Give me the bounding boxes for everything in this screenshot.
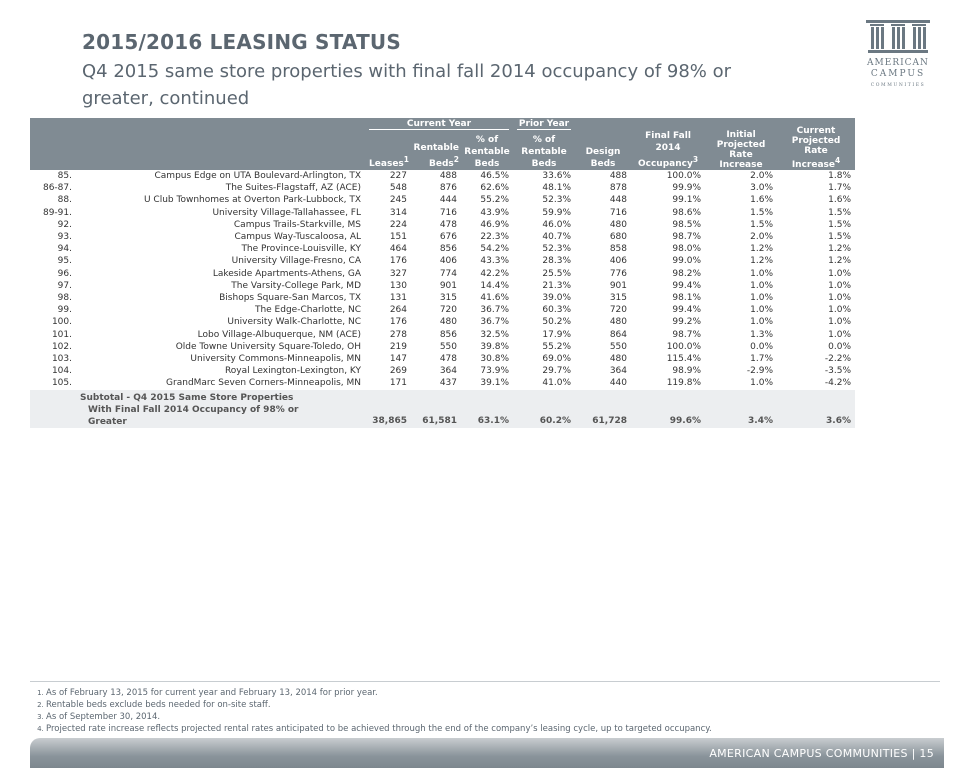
cell-leases: 464 xyxy=(389,244,407,255)
cell-init: 1.0% xyxy=(750,305,774,316)
row-number: 98. xyxy=(57,293,72,304)
subtotal-leases: 38,865 xyxy=(365,390,411,428)
row-number: 92. xyxy=(57,219,72,230)
row-number: 95. xyxy=(57,256,72,267)
cell-curr: 1.0% xyxy=(828,305,852,316)
col-final-fall-occupancy: Final Fall 2014 Occupancy$^3$ xyxy=(631,130,705,170)
cell-init: 1.0% xyxy=(750,293,774,304)
cell-curr: 1.2% xyxy=(828,256,852,267)
cell-design: 448 xyxy=(609,195,628,206)
cell-leases: 176 xyxy=(389,256,407,267)
cell-pct-cy: 62.6% xyxy=(480,183,510,194)
cell-occ: 98.0% xyxy=(672,244,702,255)
cell-curr: 1.0% xyxy=(828,280,852,291)
cell-init: 1.0% xyxy=(750,280,774,291)
cell-pct-cy: 46.5% xyxy=(480,171,510,181)
table-row xyxy=(30,292,855,304)
cell-pct-cy: 43.9% xyxy=(480,207,510,218)
table-row xyxy=(30,255,855,267)
table-row xyxy=(30,194,855,206)
logo-line-3: COMMUNITIES xyxy=(870,83,926,88)
cell-leases: 278 xyxy=(389,329,407,340)
footnote-4: 4. Projected rate increase reflects projected rental rates anticipated to be achieved through the end of the company’s leasing cycle, up to targeted occupancy. xyxy=(46,723,940,735)
col-rentable-beds: Rentable Beds$^2$ xyxy=(411,130,461,170)
property-name: Lobo Village-Albuquerque, NM (ACE) xyxy=(197,329,361,340)
cell-curr: 1.5% xyxy=(828,207,852,218)
subtotal-init: 3.4% xyxy=(705,390,777,428)
cell-leases: 548 xyxy=(389,183,407,194)
subtotal-label-line: With Final Fall 2014 Occupancy of 98% or xyxy=(88,404,299,415)
property-name: University Village-Fresno, CA xyxy=(231,256,361,267)
cell-pct-py: 28.3% xyxy=(542,256,572,267)
cell-design: 878 xyxy=(609,183,628,194)
col-current-projected-rate-increase: Current Projected Rate Increase$^4$ xyxy=(777,118,855,170)
cell-init: 3.0% xyxy=(750,183,774,194)
cell-occ: 99.4% xyxy=(672,305,702,316)
property-name: Campus Way-Tuscaloosa, AL xyxy=(234,232,361,243)
cell-leases: 151 xyxy=(389,232,407,243)
cell-curr: -4.2% xyxy=(824,378,852,389)
cell-occ: 98.5% xyxy=(672,219,702,230)
property-name: The Suites-Flagstaff, AZ (ACE) xyxy=(225,183,361,194)
table-row xyxy=(30,280,855,292)
cell-leases: 327 xyxy=(389,268,407,279)
cell-leases: 131 xyxy=(389,293,407,304)
cell-pct-py: 21.3% xyxy=(542,280,572,291)
footer-text: AMERICAN CAMPUS COMMUNITIES | 15 xyxy=(709,747,934,760)
cell-occ: 119.8% xyxy=(666,378,702,389)
subtotal-beds: 61,581 xyxy=(411,390,461,428)
cell-leases: 269 xyxy=(389,366,407,377)
footnotes xyxy=(30,681,940,735)
table-row xyxy=(30,304,855,316)
cell-occ: 98.2% xyxy=(672,268,702,279)
cell-pct-cy: 55.2% xyxy=(480,195,510,206)
cell-curr: 1.8% xyxy=(828,171,852,181)
cell-beds: 901 xyxy=(439,280,457,291)
cell-beds: 478 xyxy=(439,219,457,230)
cell-beds: 856 xyxy=(439,244,457,255)
table-row xyxy=(30,219,855,231)
cell-pct-py: 52.3% xyxy=(542,195,572,206)
cell-init: 1.2% xyxy=(750,244,774,255)
cell-beds: 478 xyxy=(439,354,457,365)
cell-design: 864 xyxy=(609,329,628,340)
table-row xyxy=(30,170,855,182)
col-pct-rentable-beds-prior: % of Rentable Beds xyxy=(513,130,575,170)
cell-occ: 98.7% xyxy=(672,232,702,243)
table-row xyxy=(30,268,855,280)
cell-curr: 1.5% xyxy=(828,219,852,230)
cell-design: 364 xyxy=(609,366,628,377)
cell-design: 716 xyxy=(609,207,628,218)
cell-init: 1.6% xyxy=(750,195,774,206)
cell-pct-py: 33.6% xyxy=(542,171,572,181)
cell-occ: 99.0% xyxy=(672,256,702,267)
cell-beds: 480 xyxy=(439,317,457,328)
company-logo xyxy=(862,20,934,91)
cell-pct-py: 52.3% xyxy=(542,244,572,255)
row-number: 99. xyxy=(57,305,72,316)
cell-occ: 98.9% xyxy=(672,366,702,377)
leasing-status-table xyxy=(30,118,855,428)
cell-curr: -2.2% xyxy=(824,354,852,365)
cell-occ: 100.0% xyxy=(666,341,702,352)
cell-pct-py: 50.2% xyxy=(542,317,572,328)
cell-pct-cy: 22.3% xyxy=(480,232,510,243)
page-subtitle: Q4 2015 same store properties with final fall 2014 occupancy of 98% or greater, continued xyxy=(82,61,732,109)
table-row xyxy=(30,329,855,341)
property-name: Royal Lexington-Lexington, KY xyxy=(224,366,361,377)
current-year-group-header: Current Year xyxy=(365,118,513,130)
cell-pct-cy: 39.1% xyxy=(480,378,510,389)
cell-leases: 130 xyxy=(389,280,407,291)
cell-curr: -3.5% xyxy=(824,366,852,377)
cell-pct-cy: 36.7% xyxy=(480,317,510,328)
cell-init: 1.3% xyxy=(750,329,774,340)
cell-init: 1.5% xyxy=(750,207,774,218)
cell-pct-py: 46.0% xyxy=(542,219,572,230)
property-name: University Village-Tallahassee, FL xyxy=(212,207,361,218)
subtotal-blank-cell xyxy=(30,390,76,428)
cell-design: 315 xyxy=(609,293,628,304)
row-number: 86-87. xyxy=(42,183,72,194)
cell-init: 2.0% xyxy=(750,232,774,243)
subtotal-row xyxy=(30,390,855,428)
cell-pct-cy: 32.5% xyxy=(480,329,510,340)
cell-pct-py: 29.7% xyxy=(542,366,572,377)
prior-year-group-header: Prior Year xyxy=(513,118,575,130)
cell-pct-cy: 36.7% xyxy=(480,305,510,316)
row-number: 97. xyxy=(57,280,72,291)
cell-occ: 99.9% xyxy=(672,183,702,194)
cell-leases: 264 xyxy=(389,305,407,316)
table-row xyxy=(30,243,855,255)
cell-leases: 176 xyxy=(389,317,407,328)
cell-beds: 315 xyxy=(439,293,457,304)
cell-pct-cy: 54.2% xyxy=(480,244,510,255)
footnote-1: 1. As of February 13, 2015 for current year and February 13, 2014 for prior year. xyxy=(46,687,940,699)
property-name: The Varsity-College Park, MD xyxy=(231,280,361,291)
cell-pct-py: 41.0% xyxy=(542,378,572,389)
cell-pct-cy: 14.4% xyxy=(480,280,510,291)
row-number: 96. xyxy=(57,268,72,279)
cell-design: 480 xyxy=(609,317,628,328)
property-name: Bishops Square-San Marcos, TX xyxy=(219,293,361,304)
footnote-3: 3. As of September 30, 2014. xyxy=(46,711,940,723)
cell-beds: 406 xyxy=(439,256,457,267)
cell-beds: 364 xyxy=(439,366,457,377)
property-name: Campus Trails-Starkville, MS xyxy=(233,219,361,230)
cell-init: -2.9% xyxy=(746,366,774,377)
cell-beds: 774 xyxy=(439,268,457,279)
cell-pct-cy: 41.6% xyxy=(480,293,510,304)
table-row xyxy=(30,341,855,353)
cell-beds: 856 xyxy=(439,329,457,340)
cell-occ: 99.1% xyxy=(672,195,702,206)
table-row xyxy=(30,353,855,365)
cell-beds: 676 xyxy=(439,232,457,243)
footnote-2: 2. Rentable beds exclude beds needed for on-site staff. xyxy=(46,699,940,711)
logo-line-2: CAMPUS xyxy=(870,69,926,79)
cell-curr: 1.0% xyxy=(828,268,852,279)
property-name: University Walk-Charlotte, NC xyxy=(227,317,361,328)
cell-beds: 444 xyxy=(439,195,457,206)
cell-curr: 1.5% xyxy=(828,232,852,243)
cell-init: 1.7% xyxy=(750,354,774,365)
cell-beds: 876 xyxy=(439,183,457,194)
cell-leases: 227 xyxy=(389,171,407,181)
cell-beds: 488 xyxy=(439,171,457,181)
cell-design: 488 xyxy=(609,171,628,181)
cell-pct-cy: 42.2% xyxy=(480,268,510,279)
cell-pct-py: 59.9% xyxy=(542,207,572,218)
property-name: The Edge-Charlotte, NC xyxy=(254,305,361,316)
property-name: Campus Edge on UTA Boulevard-Arlington, TX xyxy=(154,171,361,181)
cell-init: 1.0% xyxy=(750,378,774,389)
col-pct-rentable-beds-current: % of Rentable Beds xyxy=(461,130,513,170)
cell-design: 776 xyxy=(609,268,628,279)
cell-curr: 1.7% xyxy=(828,183,852,194)
table-row xyxy=(30,377,855,389)
cell-curr: 1.0% xyxy=(828,293,852,304)
cell-occ: 98.1% xyxy=(672,293,702,304)
cell-leases: 314 xyxy=(389,207,407,218)
subtotal-design: 61,728 xyxy=(575,390,631,428)
cell-design: 680 xyxy=(609,232,628,243)
property-name: Lakeside Apartments-Athens, GA xyxy=(212,268,361,279)
footer-bar xyxy=(30,738,944,768)
cell-init: 1.0% xyxy=(750,268,774,279)
cell-design: 901 xyxy=(609,280,628,291)
group-header-row xyxy=(30,118,855,130)
cell-design: 858 xyxy=(609,244,628,255)
row-number: 105. xyxy=(51,378,72,389)
row-number: 93. xyxy=(57,232,72,243)
table-row xyxy=(30,231,855,243)
cell-curr: 1.6% xyxy=(828,195,852,206)
table-row xyxy=(30,207,855,219)
cell-occ: 100.0% xyxy=(666,171,702,181)
col-leases: Leases$^1$ xyxy=(365,130,411,170)
cell-pct-py: 25.5% xyxy=(542,268,572,279)
cell-design: 406 xyxy=(609,256,628,267)
cell-leases: 224 xyxy=(389,219,407,230)
subtotal-curr: 3.6% xyxy=(777,390,855,428)
row-number: 89-91. xyxy=(42,207,72,218)
cell-pct-py: 17.9% xyxy=(542,329,572,340)
logo-line-1: AMERICAN xyxy=(867,58,929,68)
cell-pct-cy: 73.9% xyxy=(480,366,510,377)
table-row xyxy=(30,365,855,377)
columns-logo-icon xyxy=(862,20,934,54)
cell-design: 720 xyxy=(609,305,628,316)
cell-pct-py: 55.2% xyxy=(542,341,572,352)
table-row xyxy=(30,182,855,194)
cell-beds: 720 xyxy=(439,305,457,316)
subtotal-pct-cy: 63.1% xyxy=(461,390,513,428)
cell-pct-py: 60.3% xyxy=(542,305,572,316)
cell-design: 550 xyxy=(609,341,628,352)
cell-pct-py: 39.0% xyxy=(542,293,572,304)
cell-occ: 98.7% xyxy=(672,329,702,340)
property-name: Olde Towne University Square-Toledo, OH xyxy=(175,341,361,352)
cell-design: 440 xyxy=(609,378,628,389)
cell-pct-cy: 46.9% xyxy=(480,219,510,230)
cell-occ: 99.4% xyxy=(672,280,702,291)
cell-leases: 245 xyxy=(389,195,407,206)
cell-curr: 0.0% xyxy=(828,341,852,352)
row-number: 94. xyxy=(57,244,72,255)
cell-design: 480 xyxy=(609,354,628,365)
cell-beds: 716 xyxy=(439,207,457,218)
cell-occ: 98.6% xyxy=(672,207,702,218)
cell-pct-py: 48.1% xyxy=(542,183,572,194)
cell-init: 1.2% xyxy=(750,256,774,267)
page-title: 2015/2016 LEASING STATUS xyxy=(82,30,401,54)
cell-occ: 115.4% xyxy=(666,354,702,365)
cell-occ: 99.2% xyxy=(672,317,702,328)
property-name: GrandMarc Seven Corners-Minneapolis, MN xyxy=(166,378,361,389)
cell-pct-py: 69.0% xyxy=(542,354,572,365)
row-number: 85. xyxy=(57,171,72,181)
subtotal-label-line: Subtotal - Q4 2015 Same Store Properties xyxy=(80,392,294,403)
row-number: 100. xyxy=(51,317,72,328)
subtotal-occ: 99.6% xyxy=(631,390,705,428)
subtotal-label xyxy=(76,390,365,428)
cell-beds: 437 xyxy=(439,378,457,389)
cell-curr: 1.0% xyxy=(828,329,852,340)
cell-pct-py: 40.7% xyxy=(542,232,572,243)
property-name: University Commons-Minneapolis, MN xyxy=(190,354,361,365)
cell-pct-cy: 43.3% xyxy=(480,256,510,267)
subtotal-pct-py: 60.2% xyxy=(513,390,575,428)
property-name: The Province-Louisville, KY xyxy=(241,244,361,255)
col-design-beds: Design Beds xyxy=(575,130,631,170)
subtotal-label-line: Greater xyxy=(88,416,127,427)
cell-pct-cy: 30.8% xyxy=(480,354,510,365)
cell-leases: 171 xyxy=(389,378,407,389)
cell-beds: 550 xyxy=(439,341,457,352)
cell-leases: 147 xyxy=(389,354,407,365)
cell-pct-cy: 39.8% xyxy=(480,341,510,352)
col-initial-projected-rate-increase: Initial Projected Rate Increase xyxy=(705,118,777,170)
cell-init: 1.0% xyxy=(750,317,774,328)
cell-design: 480 xyxy=(609,219,628,230)
property-name: U Club Townhomes at Overton Park-Lubbock, TX xyxy=(143,195,361,206)
row-number: 101. xyxy=(51,329,72,340)
row-number: 104. xyxy=(51,366,72,377)
cell-leases: 219 xyxy=(389,341,407,352)
cell-init: 2.0% xyxy=(750,171,774,181)
cell-init: 1.5% xyxy=(750,219,774,230)
row-number: 88. xyxy=(57,195,72,206)
cell-curr: 1.0% xyxy=(828,317,852,328)
cell-curr: 1.2% xyxy=(828,244,852,255)
cell-init: 0.0% xyxy=(750,341,774,352)
table-row xyxy=(30,316,855,328)
row-number: 102. xyxy=(51,341,72,352)
row-number: 103. xyxy=(51,354,72,365)
